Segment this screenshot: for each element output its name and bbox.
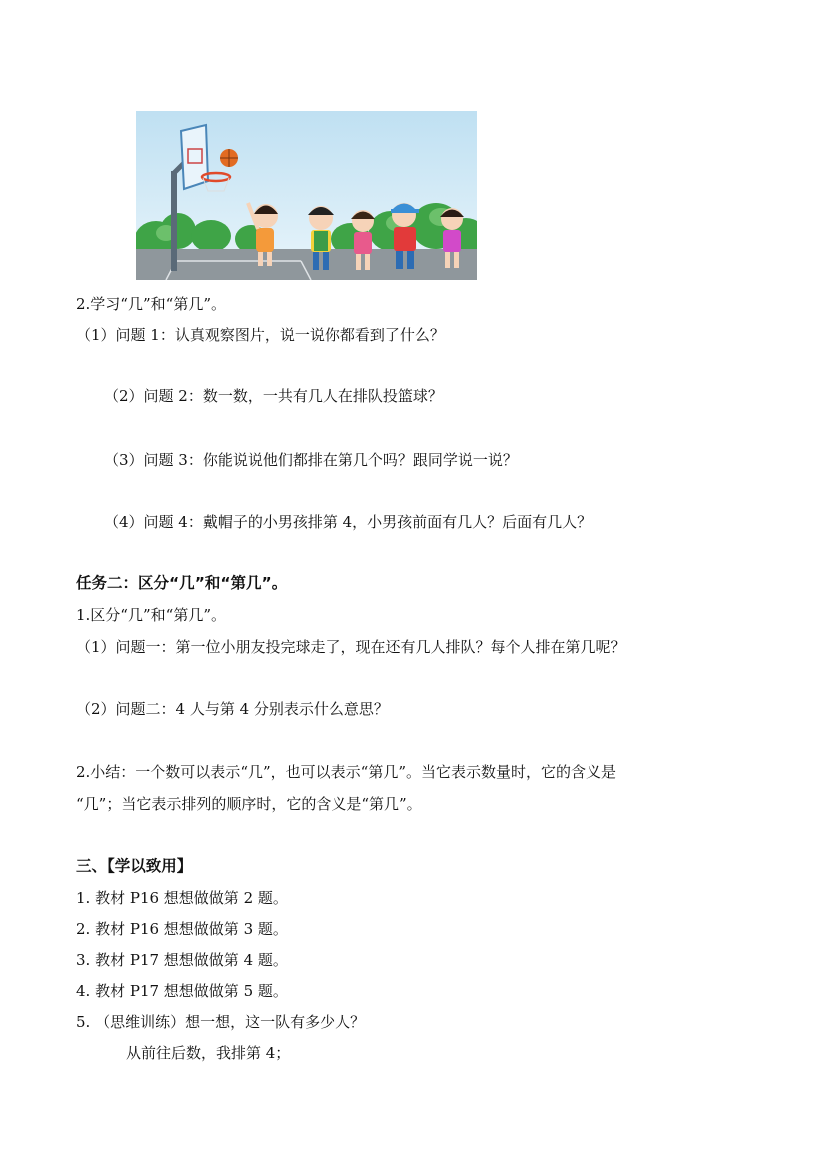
section-3-title: 三、【学以致用】 (76, 857, 193, 875)
task-2-question-2: （2）问题二：4 人与第 4 分别表示什么意思？ (76, 700, 389, 718)
basketball-queue-illustration (136, 111, 477, 280)
question-3: （3）问题 3：你能说说他们都排在第几个吗？跟同学说一说？ (104, 451, 518, 469)
exercise-item: 2. 教材 P16 想想做做第 3 题。 (76, 920, 288, 938)
basketball-icon (220, 149, 238, 167)
question-1: （1）问题 1：认真观察图片，说一说你都看到了什么？ (76, 326, 445, 344)
exercise-item: 1. 教材 P16 想想做做第 2 题。 (76, 889, 288, 907)
exercise-item: 5. （思维训练）想一想，这一队有多少人？ (76, 1013, 366, 1031)
task-2-heading: 1.区分“几”和“第几”。 (76, 606, 226, 624)
question-2: （2）问题 2：数一数，一共有几人在排队投篮球？ (104, 387, 443, 405)
summary-line-2: “几”；当它表示排列的顺序时，它的含义是“第几”。 (76, 795, 422, 813)
exercise-item: 4. 教材 P17 想想做做第 5 题。 (76, 982, 288, 1000)
exercise-sub-line: 从前往后数，我排第 4； (126, 1044, 291, 1062)
task-2-title: 任务二：区分“几”和“第几”。 (76, 574, 288, 592)
question-4: （4）问题 4：戴帽子的小男孩排第 4，小男孩前面有几人？后面有几人？ (104, 513, 593, 531)
section-heading-ji-diji: 2.学习“几”和“第几”。 (76, 295, 226, 313)
task-2-question-1: （1）问题一：第一位小朋友投完球走了，现在还有几人排队？每个人排在第几呢？ (76, 638, 626, 656)
summary-line-1: 2.小结：一个数可以表示“几”，也可以表示“第几”。当它表示数量时，它的含义是 (76, 763, 616, 781)
exercise-item: 3. 教材 P17 想想做做第 4 题。 (76, 951, 288, 969)
